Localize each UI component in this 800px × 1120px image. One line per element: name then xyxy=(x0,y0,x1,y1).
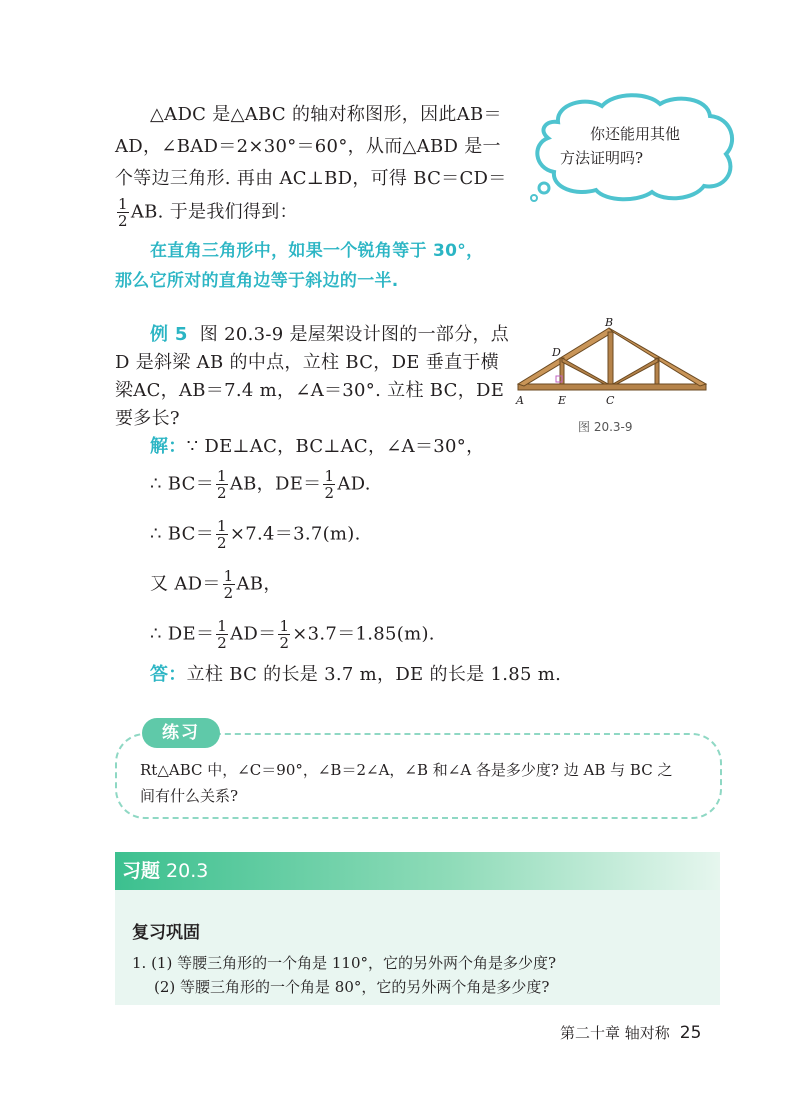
label-C: C xyxy=(606,394,615,407)
solution-line-3: ∴ BC＝ $\frac{1}{2}$ ×7.4＝3.7(m). xyxy=(150,517,361,552)
theorem-line-2: 那么它所对的直角边等于斜边的一半. xyxy=(115,271,399,291)
page-number: 25 xyxy=(679,1023,702,1043)
theorem-line-1: 在直角三角形中，如果一个锐角等于 30°， xyxy=(150,241,484,261)
practice-line-2: 间有什么关系? xyxy=(140,787,239,805)
intro-line-2: AD，∠BAD＝2×30°＝60°，从而△ABD 是一 xyxy=(115,136,501,157)
example-line-1: 例 5 图 20.3-9 是屋架设计图的一部分，点 xyxy=(150,324,510,345)
fraction-half: $\frac{1}{2}$ xyxy=(118,195,128,230)
exercise-question-1b: (2) 等腰三角形的一个角是 80°，它的另外两个角是多少度? xyxy=(154,978,550,996)
intro-line-3: 个等边三角形. 再由 AC⊥BD，可得 BC＝CD＝ xyxy=(115,168,507,189)
exercise-title: 习题 20.3 xyxy=(122,860,209,882)
solution-line-5: ∴ DE＝ $\frac{1}{2}$ AD＝ $\frac{1}{2}$ ×3.7＝1.85(m). xyxy=(150,617,435,652)
cloud-line-1: 你还能用其他 xyxy=(590,125,681,143)
example-line-3: 梁AC，AB＝7.4 m，∠A＝30°. 立柱 BC，DE xyxy=(115,380,505,401)
intro-line-1: △ADC 是△ABC 的轴对称图形，因此AB＝ xyxy=(150,104,502,125)
practice-tab: 练习 xyxy=(142,718,220,748)
solution-line-1: 解：∵ DE⊥AC，BC⊥AC，∠A＝30°， xyxy=(150,436,485,457)
label-D: D xyxy=(552,346,561,359)
solution-label: 解： xyxy=(150,436,187,457)
figure-caption: 图 20.3-9 xyxy=(578,420,633,434)
solution-answer: 答：立柱 BC 的长是 3.7 m，DE 的长是 1.85 m. xyxy=(150,664,562,685)
page-footer xyxy=(560,1022,701,1043)
example-label: 例 5 xyxy=(150,324,188,345)
intro-line-4: $\frac{1}{2}$ AB. 于是我们得到： xyxy=(118,195,298,230)
example-line-2: D 是斜梁 AB 的中点，立柱 BC，DE 垂直于横 xyxy=(115,352,499,373)
example-line-4: 要多长? xyxy=(115,408,180,429)
exercise-subheading: 复习巩固 xyxy=(132,923,200,943)
label-B: B xyxy=(605,318,614,329)
cloud-line-2: 方法证明吗? xyxy=(560,149,644,167)
exercise-question-1a: 1. (1) 等腰三角形的一个角是 110°，它的另外两个角是多少度? xyxy=(132,954,557,972)
answer-label: 答： xyxy=(150,664,187,685)
chapter-name: 第二十章 轴对称 xyxy=(560,1024,670,1042)
roof-truss-figure xyxy=(512,318,712,410)
practice-line-1: Rt△ABC 中，∠C＝90°，∠B＝2∠A，∠B 和∠A 各是多少度? 边 AB 与 BC 之 xyxy=(140,761,673,779)
label-E: E xyxy=(558,394,567,407)
solution-line-4: 又 AD＝ $\frac{1}{2}$ AB， xyxy=(150,567,282,602)
label-A: A xyxy=(516,394,524,407)
solution-line-2: ∴ BC＝ $\frac{1}{2}$ AB，DE＝ $\frac{1}{2}$ AD. xyxy=(150,467,371,502)
